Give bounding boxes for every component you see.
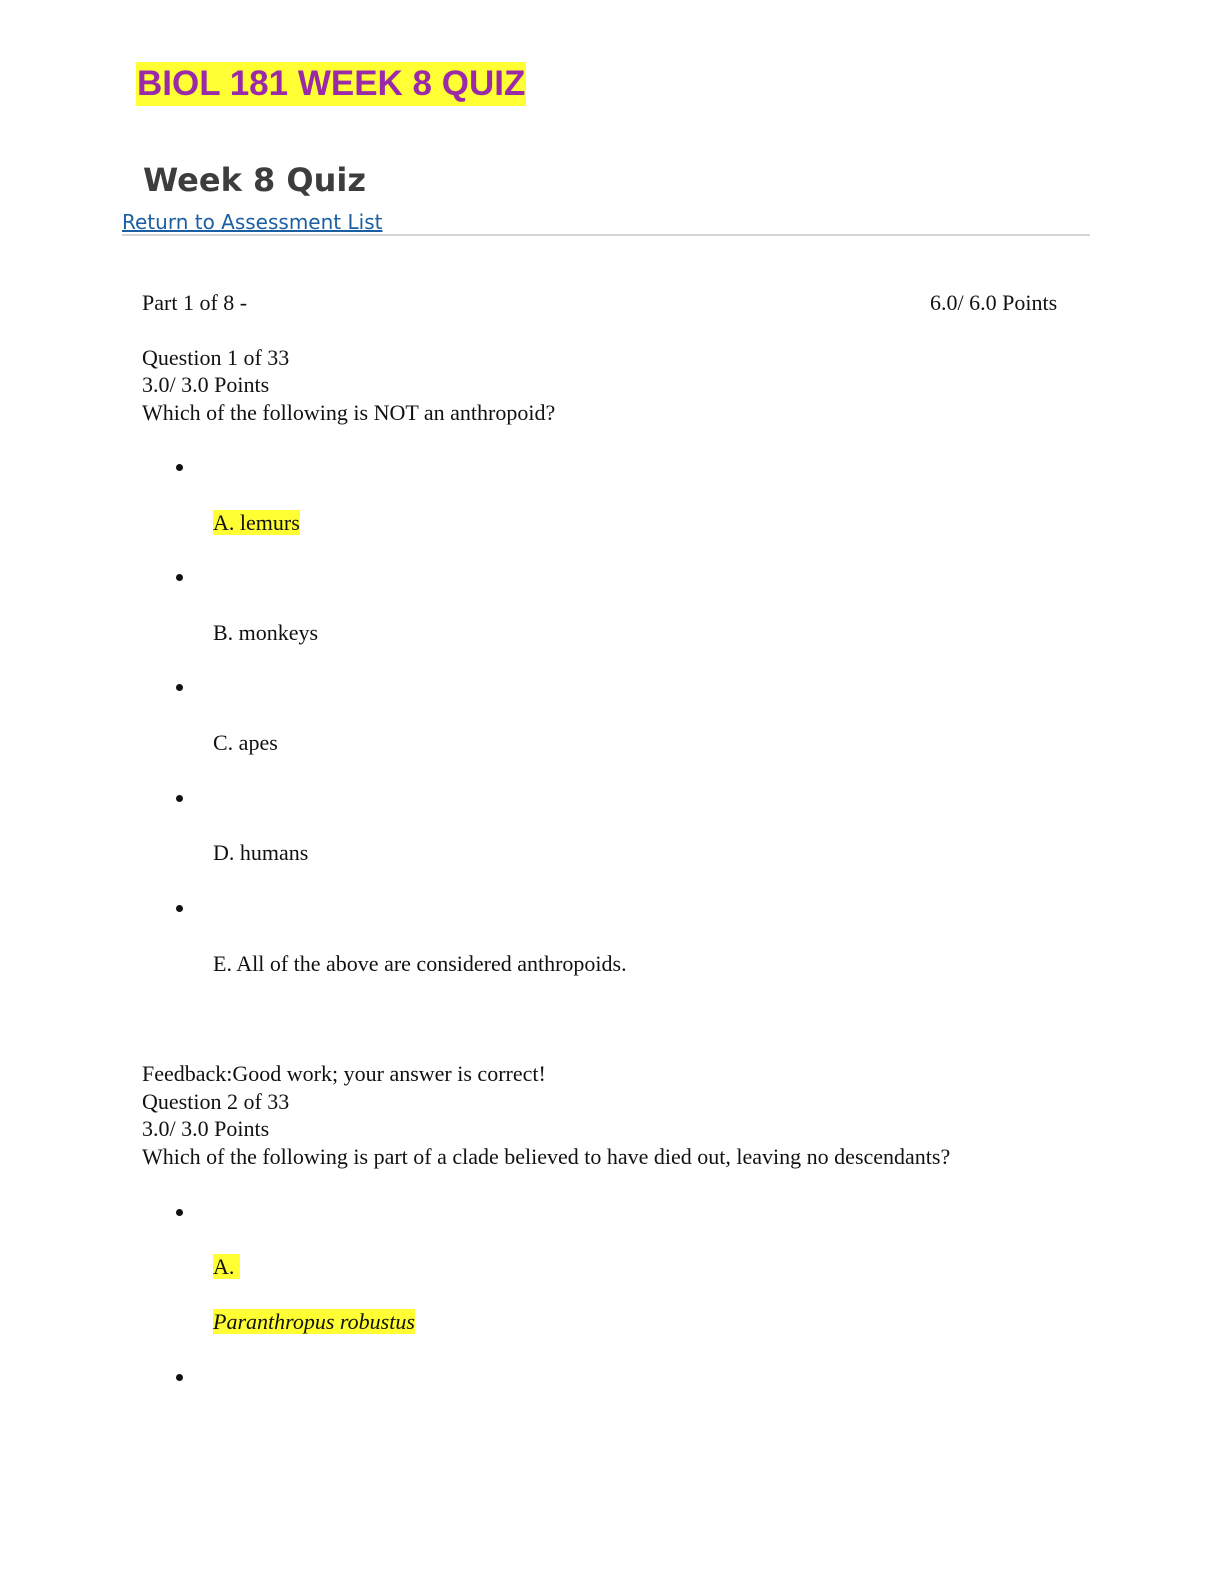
part-label: Part 1 of 8 - [142, 290, 248, 315]
question-points: 3.0/ 3.0 Points [142, 1116, 270, 1141]
answer-option-c[interactable]: C. apes [213, 730, 278, 755]
question-points: 3.0/ 3.0 Points [142, 372, 270, 397]
answer-option-text: Paranthropus robustus [213, 1309, 415, 1334]
page-title: Week 8 Quiz [143, 161, 366, 199]
answer-option-a-letter[interactable] [213, 1253, 240, 1281]
answer-option-text: A. lemurs [213, 510, 300, 535]
question-number: Question 2 of 33 [142, 1089, 290, 1114]
option-bullet [176, 574, 183, 581]
answer-option-a[interactable] [213, 1308, 415, 1336]
option-bullet [176, 795, 183, 802]
option-bullet [176, 464, 183, 471]
document-banner: BIOL 181 WEEK 8 QUIZ [136, 62, 526, 106]
option-bullet [176, 1209, 183, 1216]
answer-option-a[interactable] [213, 509, 300, 537]
answer-option-e[interactable]: E. All of the above are considered anthropoids. [213, 951, 627, 976]
feedback-text: Feedback:Good work; your answer is correct! [142, 1061, 546, 1086]
option-bullet [176, 684, 183, 691]
option-bullet [176, 1374, 183, 1381]
question-prompt: Which of the following is part of a clade believed to have died out, leaving no descendants? [142, 1144, 951, 1169]
answer-option-b[interactable]: B. monkeys [213, 620, 319, 645]
return-to-assessment-list-link[interactable]: Return to Assessment List [122, 210, 383, 234]
question-prompt: Which of the following is NOT an anthropoid? [142, 400, 556, 425]
answer-option-d[interactable]: D. humans [213, 840, 309, 865]
part-points: 6.0/ 6.0 Points [930, 290, 1058, 315]
question-number: Question 1 of 33 [142, 345, 290, 370]
answer-option-letter: A. [213, 1254, 240, 1279]
option-bullet [176, 905, 183, 912]
header-divider [122, 234, 1090, 236]
